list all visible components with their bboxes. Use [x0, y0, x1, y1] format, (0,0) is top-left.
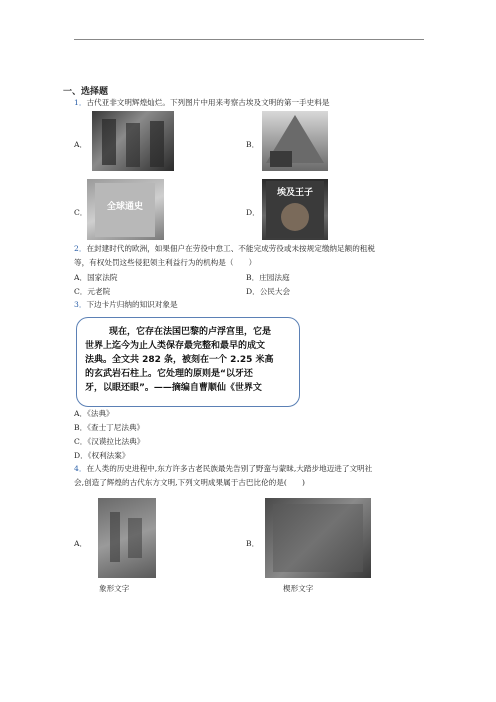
question-stem-line: 会,创造了辉煌的古代东方文明,下列文明成果属于古巴比伦的是( )	[74, 478, 305, 487]
card-line: 现在，它存在法国巴黎的卢浮宫里，它是	[109, 327, 272, 337]
cuneiform-tablet-photo	[265, 498, 371, 578]
question-3	[74, 300, 178, 310]
question-stem-line: 等，有权处罚这些侵犯领主利益行为的机构是（ ）	[74, 258, 257, 267]
card-line: 世界上迄今为止人类保存最完整和最早的成文	[85, 341, 266, 351]
card-line: 的玄武岩石柱上。它处理的原则是“以牙还	[85, 369, 253, 379]
option-b[interactable]: B．庄园法庭	[246, 273, 290, 282]
cuneiform-image-icon	[265, 498, 371, 578]
section-title: 一、选择题	[63, 87, 109, 97]
question-number: 3．	[74, 300, 87, 309]
question-4	[74, 464, 372, 474]
option-d[interactable]: D．公民大会	[246, 287, 291, 296]
header-rule	[74, 39, 424, 40]
option-b[interactable]: B．《查士丁尼法典》	[74, 423, 145, 432]
question-stem-line: 在封建时代的欧洲，如果佃户在劳役中怠工、不能完成劳役或未按规定缴纳足额的租税	[86, 244, 375, 253]
book-title: 全球通史	[106, 202, 144, 212]
option-label: B．	[246, 539, 260, 548]
knowledge-card	[76, 317, 300, 407]
card-line: 法典。全文共 282 条，被刻在一个 2.25 米高	[85, 355, 274, 365]
question-number: 1．	[74, 98, 87, 107]
pyramid-image-icon	[262, 111, 328, 171]
option-c[interactable]: C．元老院	[74, 287, 111, 296]
option-label: B．	[246, 140, 260, 149]
option-label: A．	[74, 539, 88, 548]
question-stem-line: 在人类的历史进程中,东方许多古老民族最先告别了野蛮与蒙昧,大踏步地迈进了文明社	[86, 464, 373, 473]
hieroglyph-image-icon	[98, 498, 156, 578]
question-stem: 下边卡片归纳的知识对象是	[86, 300, 178, 309]
book-cover-icon	[262, 179, 328, 240]
book-cover-icon	[87, 179, 164, 240]
option-a[interactable]: A．国家法院	[74, 273, 118, 282]
ancient-statue-photo	[92, 111, 174, 171]
statue-image-icon	[92, 111, 174, 171]
image-caption: 楔形文字	[283, 584, 314, 593]
image-caption: 象形文字	[99, 584, 130, 593]
question-2	[74, 244, 375, 254]
option-d[interactable]: D．《权利法案》	[74, 451, 130, 460]
book-cover-photo	[262, 179, 328, 240]
card-line: 牙，以眼还眼”。——摘编自曹顺仙《世界文	[85, 383, 262, 393]
option-c[interactable]: C．《汉谟拉比法典》	[74, 437, 145, 446]
option-label: D．	[246, 208, 260, 217]
hieroglyph-tablet-photo	[98, 498, 156, 578]
option-a[interactable]: A．《法典》	[74, 409, 114, 418]
option-label: C．	[74, 208, 88, 217]
pyramid-sphinx-photo	[262, 111, 328, 171]
option-label: A．	[74, 140, 88, 149]
book-cover-photo	[87, 179, 164, 240]
question-1	[74, 98, 329, 108]
question-number: 2．	[74, 244, 87, 253]
question-number: 4．	[74, 464, 87, 473]
question-stem: 古代亚非文明辉煌灿烂。下列图片中用来考察古埃及文明的第一手史料是	[86, 98, 330, 107]
book-title: 埃及王子	[276, 188, 314, 198]
